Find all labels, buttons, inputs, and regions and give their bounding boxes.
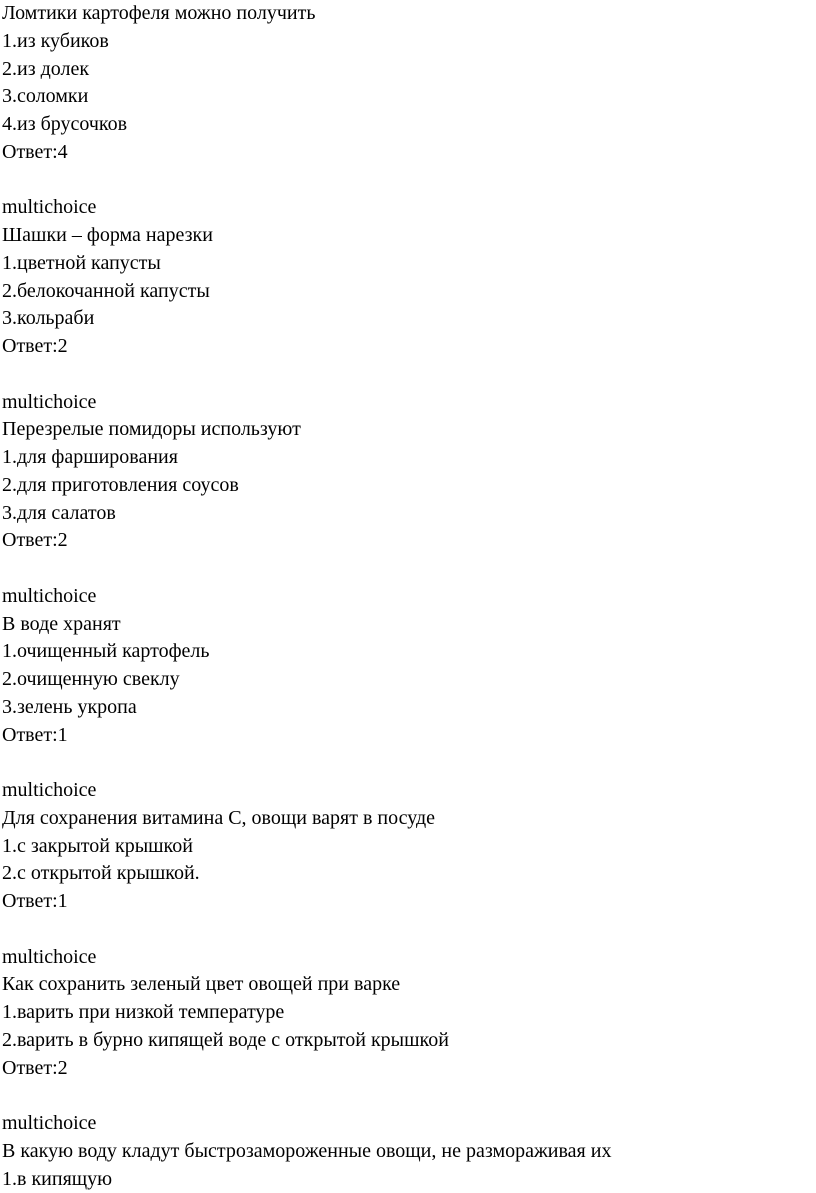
question-block	[0, 194, 816, 361]
question-type-label: multichoice	[0, 389, 816, 417]
question-block	[0, 944, 816, 1083]
option-1: 1.цветной капусты	[0, 250, 816, 278]
question-text: В воде хранят	[0, 611, 816, 639]
block-spacer	[0, 361, 816, 389]
question-type-label: multichoice	[0, 777, 816, 805]
option-2: 2.белокочанной капусты	[0, 278, 816, 306]
option-1: 1.из кубиков	[0, 28, 816, 56]
question-text: Шашки – форма нарезки	[0, 222, 816, 250]
option-2: 2.варить в бурно кипящей воде с открытой крышкой	[0, 1027, 816, 1055]
question-type-label: multichoice	[0, 944, 816, 972]
question-text: Перезрелые помидоры используют	[0, 416, 816, 444]
option-1: 1.в кипящую	[0, 1166, 816, 1193]
option-1: 1.варить при низкой температуре	[0, 999, 816, 1027]
question-block	[0, 0, 816, 167]
option-2: 2.из долек	[0, 56, 816, 84]
question-block	[0, 777, 816, 916]
question-block	[0, 1110, 816, 1193]
answer-text: Ответ:2	[0, 333, 816, 361]
question-type-label: multichoice	[0, 194, 816, 222]
option-1: 1.очищенный картофель	[0, 638, 816, 666]
answer-text: Ответ:2	[0, 527, 816, 555]
question-text: Ломтики картофеля можно получить	[0, 0, 816, 28]
block-spacer	[0, 1082, 816, 1110]
question-type-label: multichoice	[0, 583, 816, 611]
option-2: 2.с открытой крышкой.	[0, 860, 816, 888]
block-spacer	[0, 916, 816, 944]
answer-text: Ответ:4	[0, 139, 816, 167]
option-4: 4.из брусочков	[0, 111, 816, 139]
question-text: В какую воду кладут быстрозамороженные овощи, не размораживая их	[0, 1138, 816, 1166]
option-3: 3.зелень укропа	[0, 694, 816, 722]
option-3: 3.кольраби	[0, 305, 816, 333]
option-3: 3.для салатов	[0, 500, 816, 528]
option-1: 1.для фарширования	[0, 444, 816, 472]
question-text: Для сохранения витамина С, овощи варят в посуде	[0, 805, 816, 833]
option-2: 2.очищенную свеклу	[0, 666, 816, 694]
block-spacer	[0, 749, 816, 777]
option-3: 3.соломки	[0, 83, 816, 111]
question-text: Как сохранить зеленый цвет овощей при варке	[0, 971, 816, 999]
option-2: 2.для приготовления соусов	[0, 472, 816, 500]
option-1: 1.с закрытой крышкой	[0, 833, 816, 861]
question-type-label: multichoice	[0, 1110, 816, 1138]
answer-text: Ответ:1	[0, 888, 816, 916]
block-spacer	[0, 167, 816, 195]
question-block	[0, 583, 816, 750]
question-block	[0, 389, 816, 556]
block-spacer	[0, 555, 816, 583]
answer-text: Ответ:1	[0, 722, 816, 750]
answer-text: Ответ:2	[0, 1055, 816, 1083]
